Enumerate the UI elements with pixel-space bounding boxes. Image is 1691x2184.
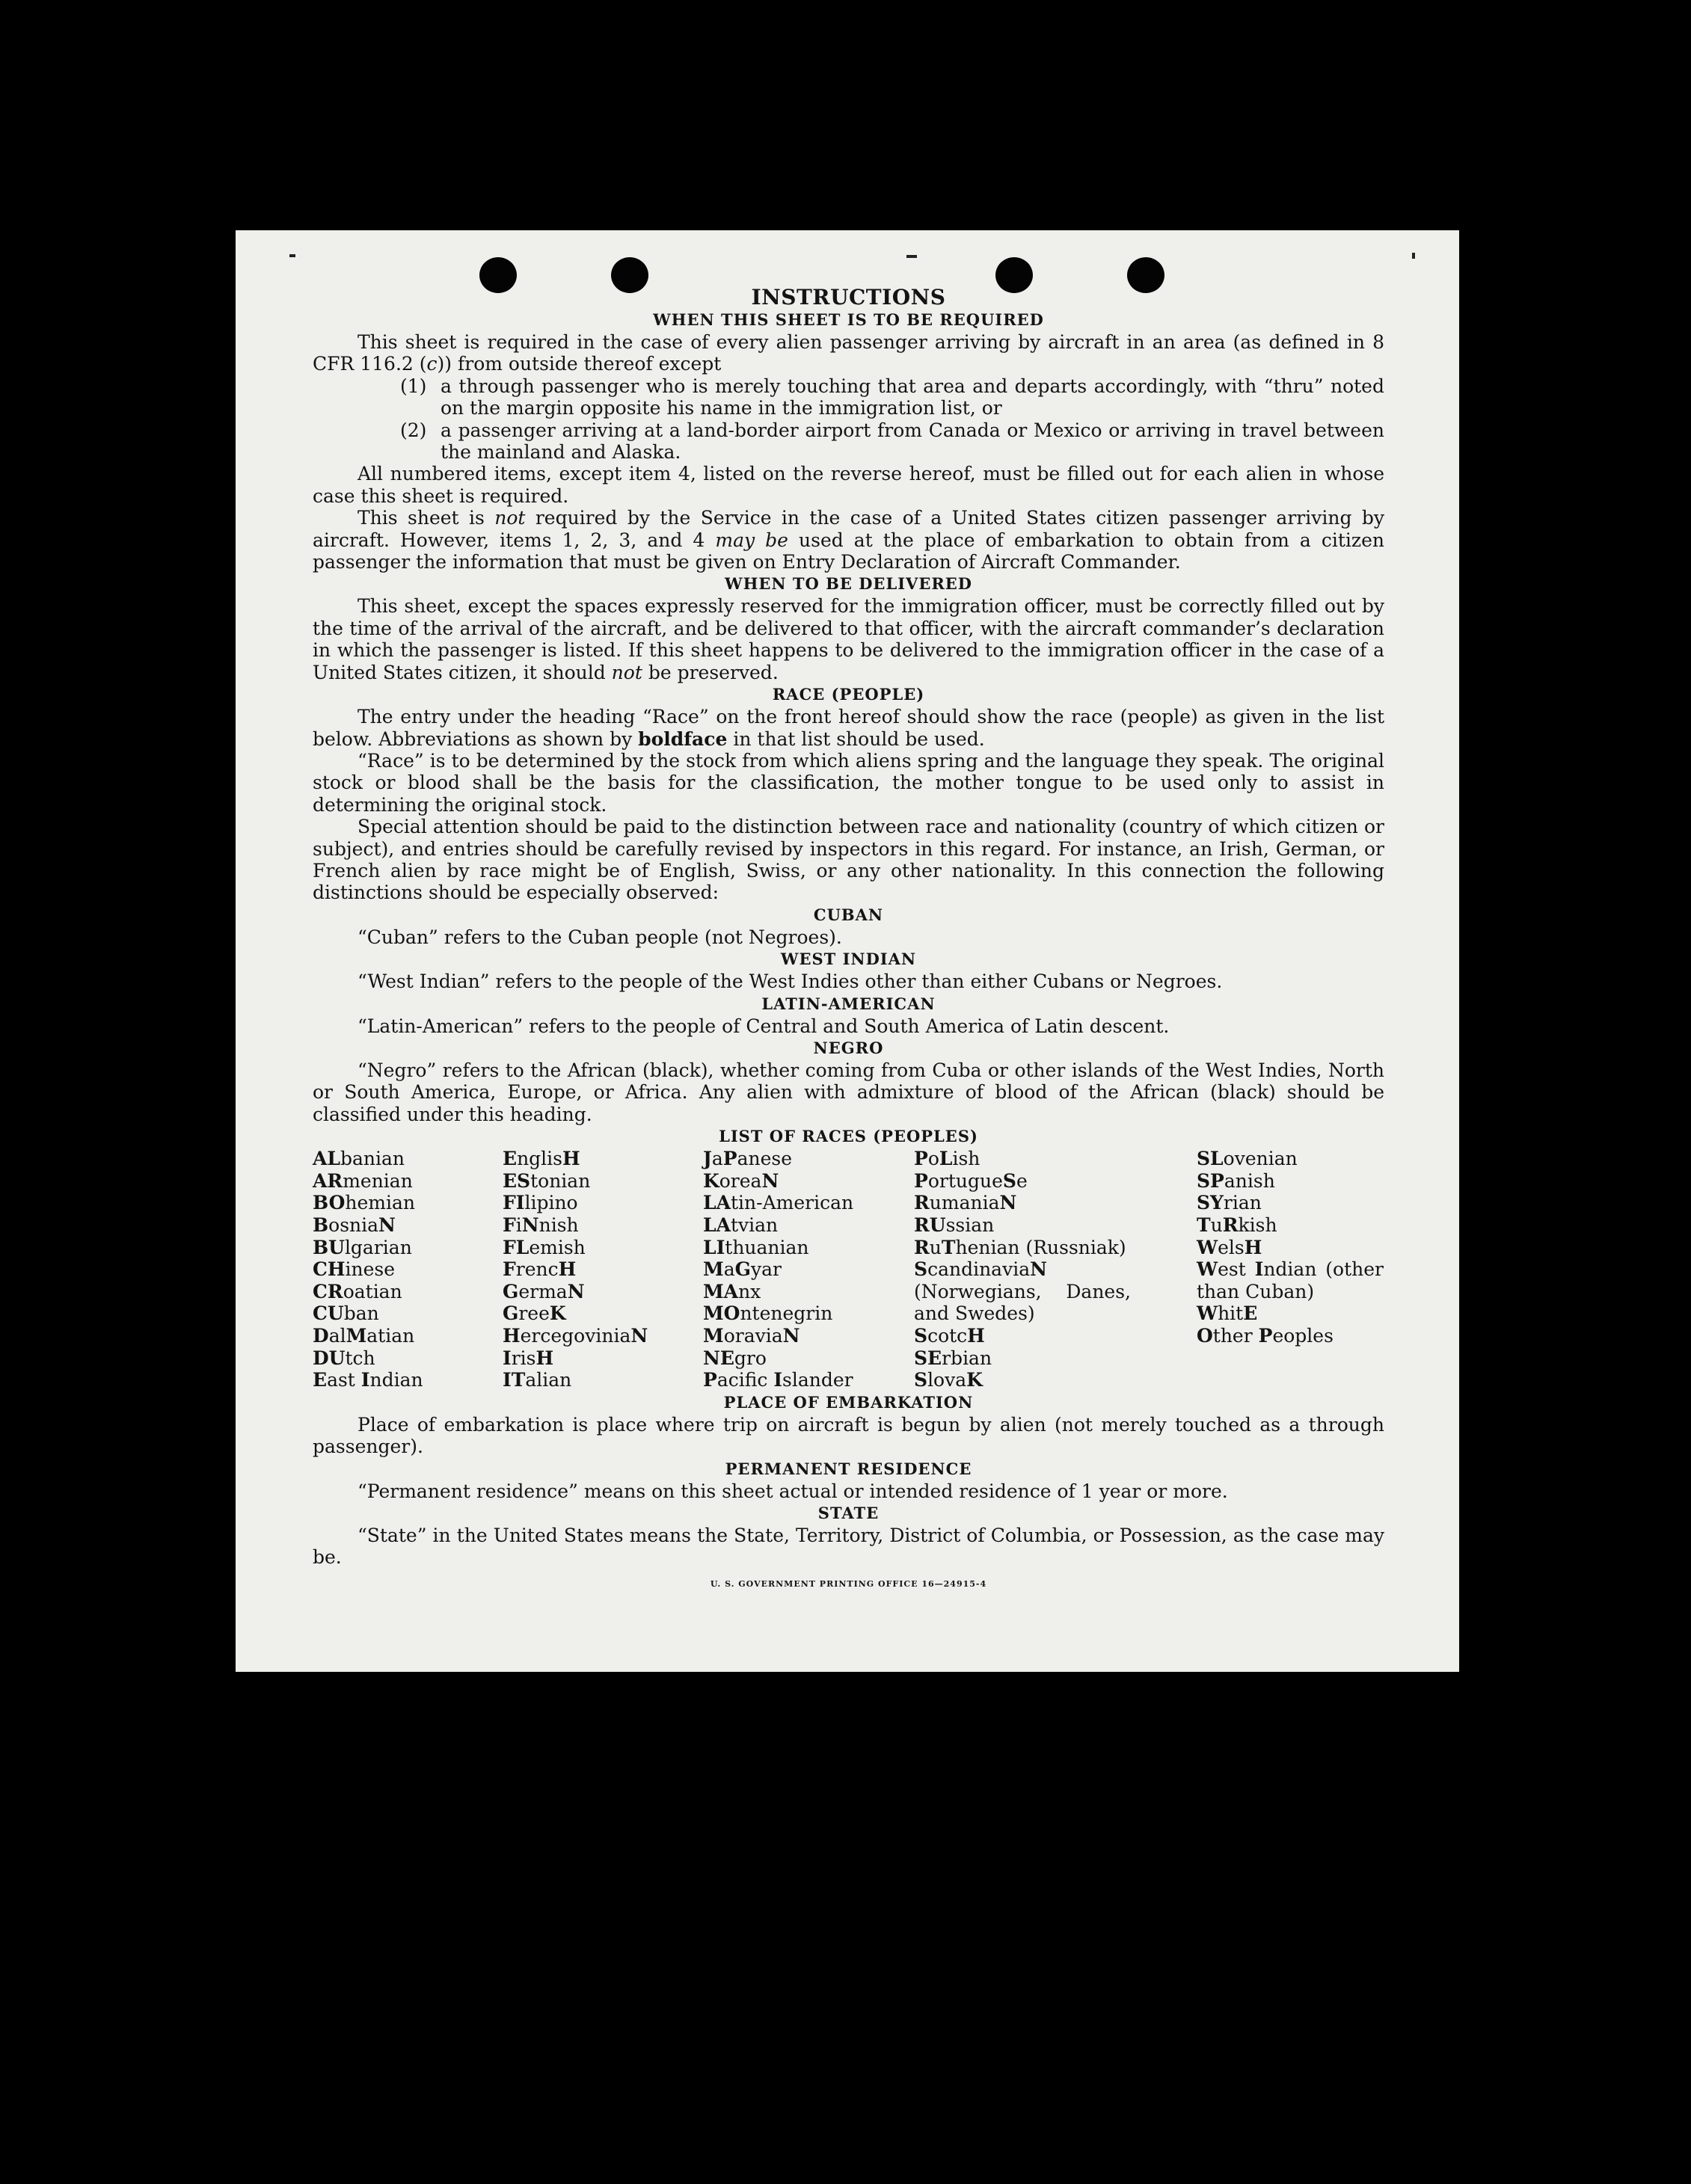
race-entry: SlovaK xyxy=(914,1369,983,1391)
race-entry: DalMatian xyxy=(313,1324,415,1347)
paragraph-latin-american: “Latin-American” refers to the people of Central and South America of Latin descent. xyxy=(357,1015,1170,1037)
race-entry: LIthuanian xyxy=(703,1236,809,1258)
race-entry: SLovenian xyxy=(1197,1148,1298,1170)
paragraph-west-indian: “West Indian” refers to the people of the West Indies other than either Cubans or Negroes. xyxy=(357,971,1223,993)
race-entry: RumaniaN xyxy=(914,1192,1017,1214)
speck-mark xyxy=(289,254,295,257)
race-entry: DUtch xyxy=(313,1347,375,1369)
section-heading-embarkation: PLACE OF EMBARKATION xyxy=(723,1392,974,1412)
race-entry: SYrian xyxy=(1197,1192,1262,1214)
race-entry: IrisH xyxy=(503,1347,554,1369)
section-heading-list-of-races: LIST OF RACES (PEOPLES) xyxy=(719,1127,978,1146)
race-entry: WhitE xyxy=(1197,1302,1258,1325)
paragraph-race-entry: The entry under the heading “Race” on the front hereof should show the race (people) as given in the list below. Abbreviations as shown by boldface in that list should be used. xyxy=(313,706,1384,750)
exception-item-1: (1) a through passenger who is merely touching that area and departs accordingly, with “thru” noted on the margin opposite his name in the immigration list, or xyxy=(400,375,1384,419)
race-entry: RUssian xyxy=(914,1213,995,1236)
race-entry: Other Peoples xyxy=(1197,1324,1334,1347)
paragraph-negro: “Negro” refers to the African (black), whether coming from Cuba or other islands of the West Indies, North or South America, Europe, or Africa. Any alien with admixture of blood of the African (black) should be classified under this heading. xyxy=(313,1059,1384,1125)
section-heading-race: RACE (PEOPLE) xyxy=(772,685,925,704)
paragraph-embarkation: Place of embarkation is place where trip on aircraft is begun by alien (not merely touched as a through passenger). xyxy=(313,1413,1384,1458)
race-entry: ARmenian xyxy=(313,1169,413,1192)
races-column-3 xyxy=(703,1148,914,1391)
race-entry: BOhemian xyxy=(313,1192,415,1214)
race-entry: RuThenian (Russniak) xyxy=(914,1236,1126,1258)
paragraph-numbered-items: All numbered items, except item 4, listed on the reverse hereof, must be filled out for each alien in whose case this sheet is required. xyxy=(313,463,1384,507)
section-heading-state: STATE xyxy=(817,1503,880,1522)
race-entry: BosniaN xyxy=(313,1213,396,1236)
race-entry: WelsH xyxy=(1197,1236,1262,1258)
race-entry: FrencH xyxy=(503,1258,577,1281)
instructions-content xyxy=(313,286,1384,1590)
race-entry: FIlipino xyxy=(503,1192,578,1214)
race-entry: ITalian xyxy=(503,1369,572,1391)
race-entry: SErbian xyxy=(914,1347,992,1369)
race-entry: CUban xyxy=(313,1302,379,1325)
race-entry: ScotcH xyxy=(914,1324,985,1347)
paragraph-cuban: “Cuban” refers to the Cuban people (not Negroes). xyxy=(357,926,842,948)
paragraph-race-definition: “Race” is to be determined by the stock from which aliens spring and the language they speak. The original stock or blood shall be the basis for the classification, the mother tongue to be used only to assist in determining the original stock. xyxy=(313,749,1384,816)
paragraph-required-intro: This sheet is required in the case of every alien passenger arriving by aircraft in an area (as defined in 8 CFR 116.2 (c)) from outside thereof except xyxy=(313,331,1384,375)
race-entry: MoraviaN xyxy=(703,1324,800,1347)
races-list xyxy=(313,1148,1384,1391)
race-entry: PortugueSe xyxy=(914,1169,1028,1192)
race-entry: ScandinaviaN (Norwegians, Danes, and Swedes) xyxy=(914,1258,1131,1325)
race-entry: ALbanian xyxy=(313,1148,405,1170)
race-entry: SPanish xyxy=(1197,1169,1275,1192)
race-entry: EStonian xyxy=(503,1169,591,1192)
race-entry: MAnx xyxy=(703,1280,761,1302)
races-column-1 xyxy=(313,1148,503,1391)
document-sheet xyxy=(236,230,1459,1672)
page-title: INSTRUCTIONS xyxy=(751,285,946,310)
races-column-4 xyxy=(914,1148,1131,1391)
race-entry: PoLish xyxy=(914,1148,980,1170)
race-entry: JaPanese xyxy=(703,1148,792,1170)
paragraph-race-nationality: Special attention should be paid to the distinction between race and nationality (country of which citizen or subject), and entries should be carefully revised by inspectors in this regard. For instance, an Irish, German, or French alien by race might be of English, Swiss, or any other nationality. In this connection the following distinctions should be especially observed: xyxy=(313,816,1384,904)
races-column-2 xyxy=(503,1148,703,1391)
paragraph-delivered: This sheet, except the spaces expressly reserved for the immigration officer, must be correctly filled out by the time of the arrival of the aircraft, and be delivered to that officer, with the aircraft commander’s declaration in which the passenger is listed. If this sheet happens to be delivered to the immigration officer in the case of a United States citizen, it should not be preserved. xyxy=(313,595,1384,683)
race-entry: MOntenegrin xyxy=(703,1302,833,1325)
section-heading-negro: NEGRO xyxy=(813,1038,884,1057)
race-entry: FLemish xyxy=(503,1236,586,1258)
speck-mark xyxy=(906,255,917,258)
race-entry: HercegoviniaN xyxy=(503,1324,648,1347)
races-column-5 xyxy=(1197,1148,1384,1391)
race-entry: BUlgarian xyxy=(313,1236,412,1258)
section-heading-cuban: CUBAN xyxy=(813,905,884,924)
section-heading-west-indian: WEST INDIAN xyxy=(780,950,917,969)
section-heading-residence: PERMANENT RESIDENCE xyxy=(725,1459,972,1478)
paragraph-residence: “Permanent residence” means on this sheet actual or intended residence of 1 year or more. xyxy=(357,1480,1228,1502)
race-entry: NEgro xyxy=(703,1347,767,1369)
race-entry: KoreaN xyxy=(703,1169,779,1192)
paragraph-state: “State” in the United States means the State, Territory, District of Columbia, or Possession, as the case may be. xyxy=(313,1524,1384,1569)
exception-item-2: (2) a passenger arriving at a land-border airport from Canada or Mexico or arriving in travel between the mainland and Alaska. xyxy=(400,419,1384,464)
race-entry: GreeK xyxy=(503,1302,566,1325)
printing-office-footer: U. S. GOVERNMENT PRINTING OFFICE 16—24915-4 xyxy=(710,1578,987,1589)
speck-mark xyxy=(1412,253,1415,259)
section-heading-delivered: WHEN TO BE DELIVERED xyxy=(724,574,972,594)
race-entry: Pacific Islander xyxy=(703,1369,853,1391)
race-entry: CHinese xyxy=(313,1258,396,1281)
race-entry: LAtin-American xyxy=(703,1192,854,1214)
race-entry: CRoatian xyxy=(313,1280,402,1302)
paragraph-citizen: This sheet is not required by the Service in the case of a United States citizen passenger arriving by aircraft. However, items 1, 2, 3, and 4 may be used at the place of embarkation to obtain from a citizen passenger the information that must be given on Entry Declaration of Aircraft Commander. xyxy=(313,507,1384,573)
race-entry: West Indian (other than Cuban) xyxy=(1197,1258,1384,1302)
race-entry: LAtvian xyxy=(703,1213,779,1236)
race-entry: East Indian xyxy=(313,1369,423,1391)
race-entry: TuRkish xyxy=(1197,1213,1277,1236)
race-entry: EnglisH xyxy=(503,1148,580,1170)
race-entry: GermaN xyxy=(503,1280,585,1302)
section-heading-latin-american: LATIN-AMERICAN xyxy=(761,994,936,1013)
section-heading-required: WHEN THIS SHEET IS TO BE REQUIRED xyxy=(653,310,1044,329)
race-entry: FiNnish xyxy=(503,1213,579,1236)
race-entry: MaGyar xyxy=(703,1258,782,1281)
